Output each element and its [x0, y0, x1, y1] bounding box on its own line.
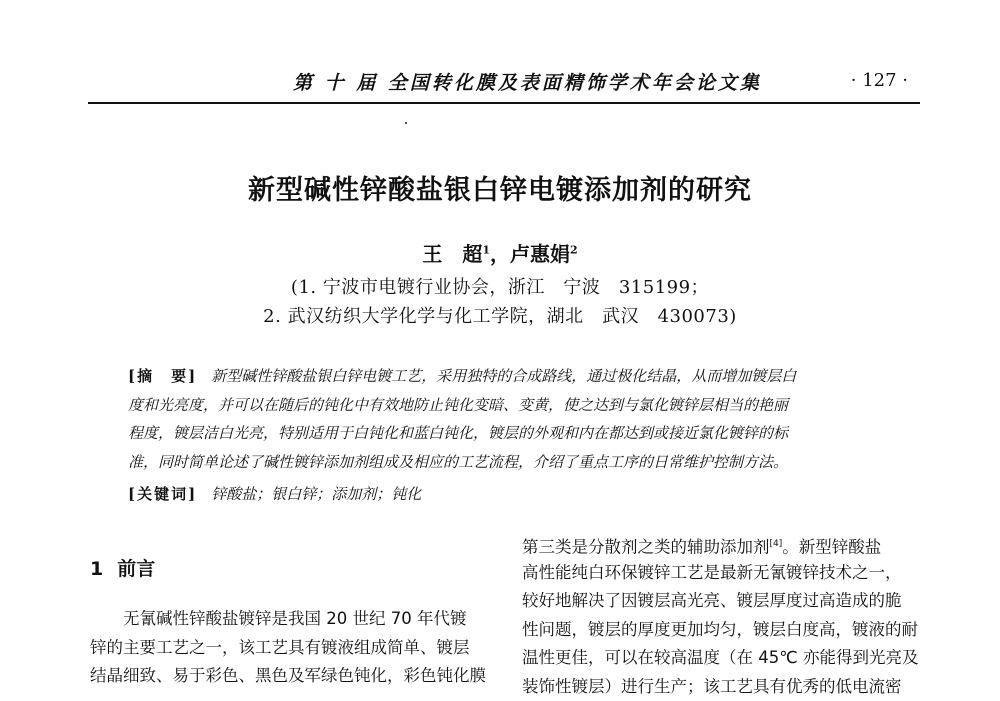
- abstract-line: 准，同时简单论述了碱性镀锌添加剂组成及相应的工艺流程，介绍了重点工序的日常维护控制方法。: [128, 448, 888, 477]
- abstract-text: 新型碱性锌酸盐银白锌电镀工艺，采用独特的合成路线，通过极化结晶，从而增加镀层白: [211, 367, 796, 385]
- section-number: 1: [90, 558, 103, 580]
- authors: [0, 238, 1000, 267]
- body-line: [522, 530, 932, 559]
- abstract-label: [摘 要]: [128, 367, 197, 385]
- scan-speck: [405, 122, 407, 124]
- page-number: · 127 ·: [851, 70, 908, 91]
- abstract: [128, 362, 888, 476]
- page-header: [88, 58, 920, 106]
- author-2: 卢惠娟: [510, 242, 570, 266]
- body-text: 。新型锌酸盐: [782, 538, 881, 557]
- body-line: 较好地解决了因镀层高光亮、镀层厚度过高造成的脆: [522, 587, 932, 616]
- affiliation-1: (1. 宁波市电镀行业协会，浙江 宁波 315199；: [0, 273, 1000, 299]
- affiliation-2: 2. 武汉纺织大学化学与化工学院，湖北 武汉 430073): [0, 302, 1000, 328]
- section-heading: [90, 554, 500, 581]
- citation-ref: [4]: [770, 539, 783, 549]
- author-2-affil-mark: 2: [570, 243, 578, 256]
- abstract-line: 程度，镀层洁白光亮，特别适用于白钝化和蓝白钝化，镀层的外观和内在都达到或接近氯化镀锌的标: [128, 419, 888, 448]
- keywords: [128, 483, 421, 504]
- body-line: 装饰性镀层）进行生产；该工艺具有优秀的低电流密: [522, 673, 932, 701]
- author-1: 王 超: [422, 242, 482, 266]
- keywords-text: 锌酸盐；银白锌；添加剂；钝化: [211, 485, 421, 503]
- journal-title: 第 十 届 全国转化膜及表面精饰学术年会论文集: [293, 68, 762, 95]
- keywords-label: [关键词]: [128, 485, 197, 503]
- body-line: 温性更佳，可以在较高温度（在 45℃ 亦能得到光亮及: [522, 644, 932, 673]
- abstract-line: [128, 362, 888, 391]
- body-text: 第三类是分散剂之类的辅助添加剂: [522, 538, 770, 557]
- body-line: 锌的主要工艺之一，该工艺具有镀液组成简单、镀层: [90, 634, 500, 663]
- body-column-right: [522, 530, 932, 701]
- header-rule: [88, 102, 920, 104]
- body-line: 性问题，镀层的厚度更加均匀，镀层白度高，镀液的耐: [522, 616, 932, 645]
- section-title: 前言: [117, 558, 155, 580]
- body-line: 无氰碱性锌酸盐镀锌是我国 20 世纪 70 年代镀: [90, 605, 500, 634]
- article-title: 新型碱性锌酸盐银白锌电镀添加剂的研究: [0, 168, 1000, 207]
- author-separator: ，: [490, 242, 510, 266]
- body-line: 结晶细致、易于彩色、黑色及军绿色钝化，彩色钝化膜: [90, 662, 500, 691]
- abstract-line: 度和光亮度，并可以在随后的钝化中有效地防止钝化变暗、变黄，使之达到与氯化镀锌层相当的艳丽: [128, 391, 888, 420]
- author-1-affil-mark: 1: [482, 243, 490, 256]
- body-line: 高性能纯白环保镀锌工艺是最新无氰镀锌技术之一，: [522, 559, 932, 588]
- body-column-left: [90, 540, 500, 691]
